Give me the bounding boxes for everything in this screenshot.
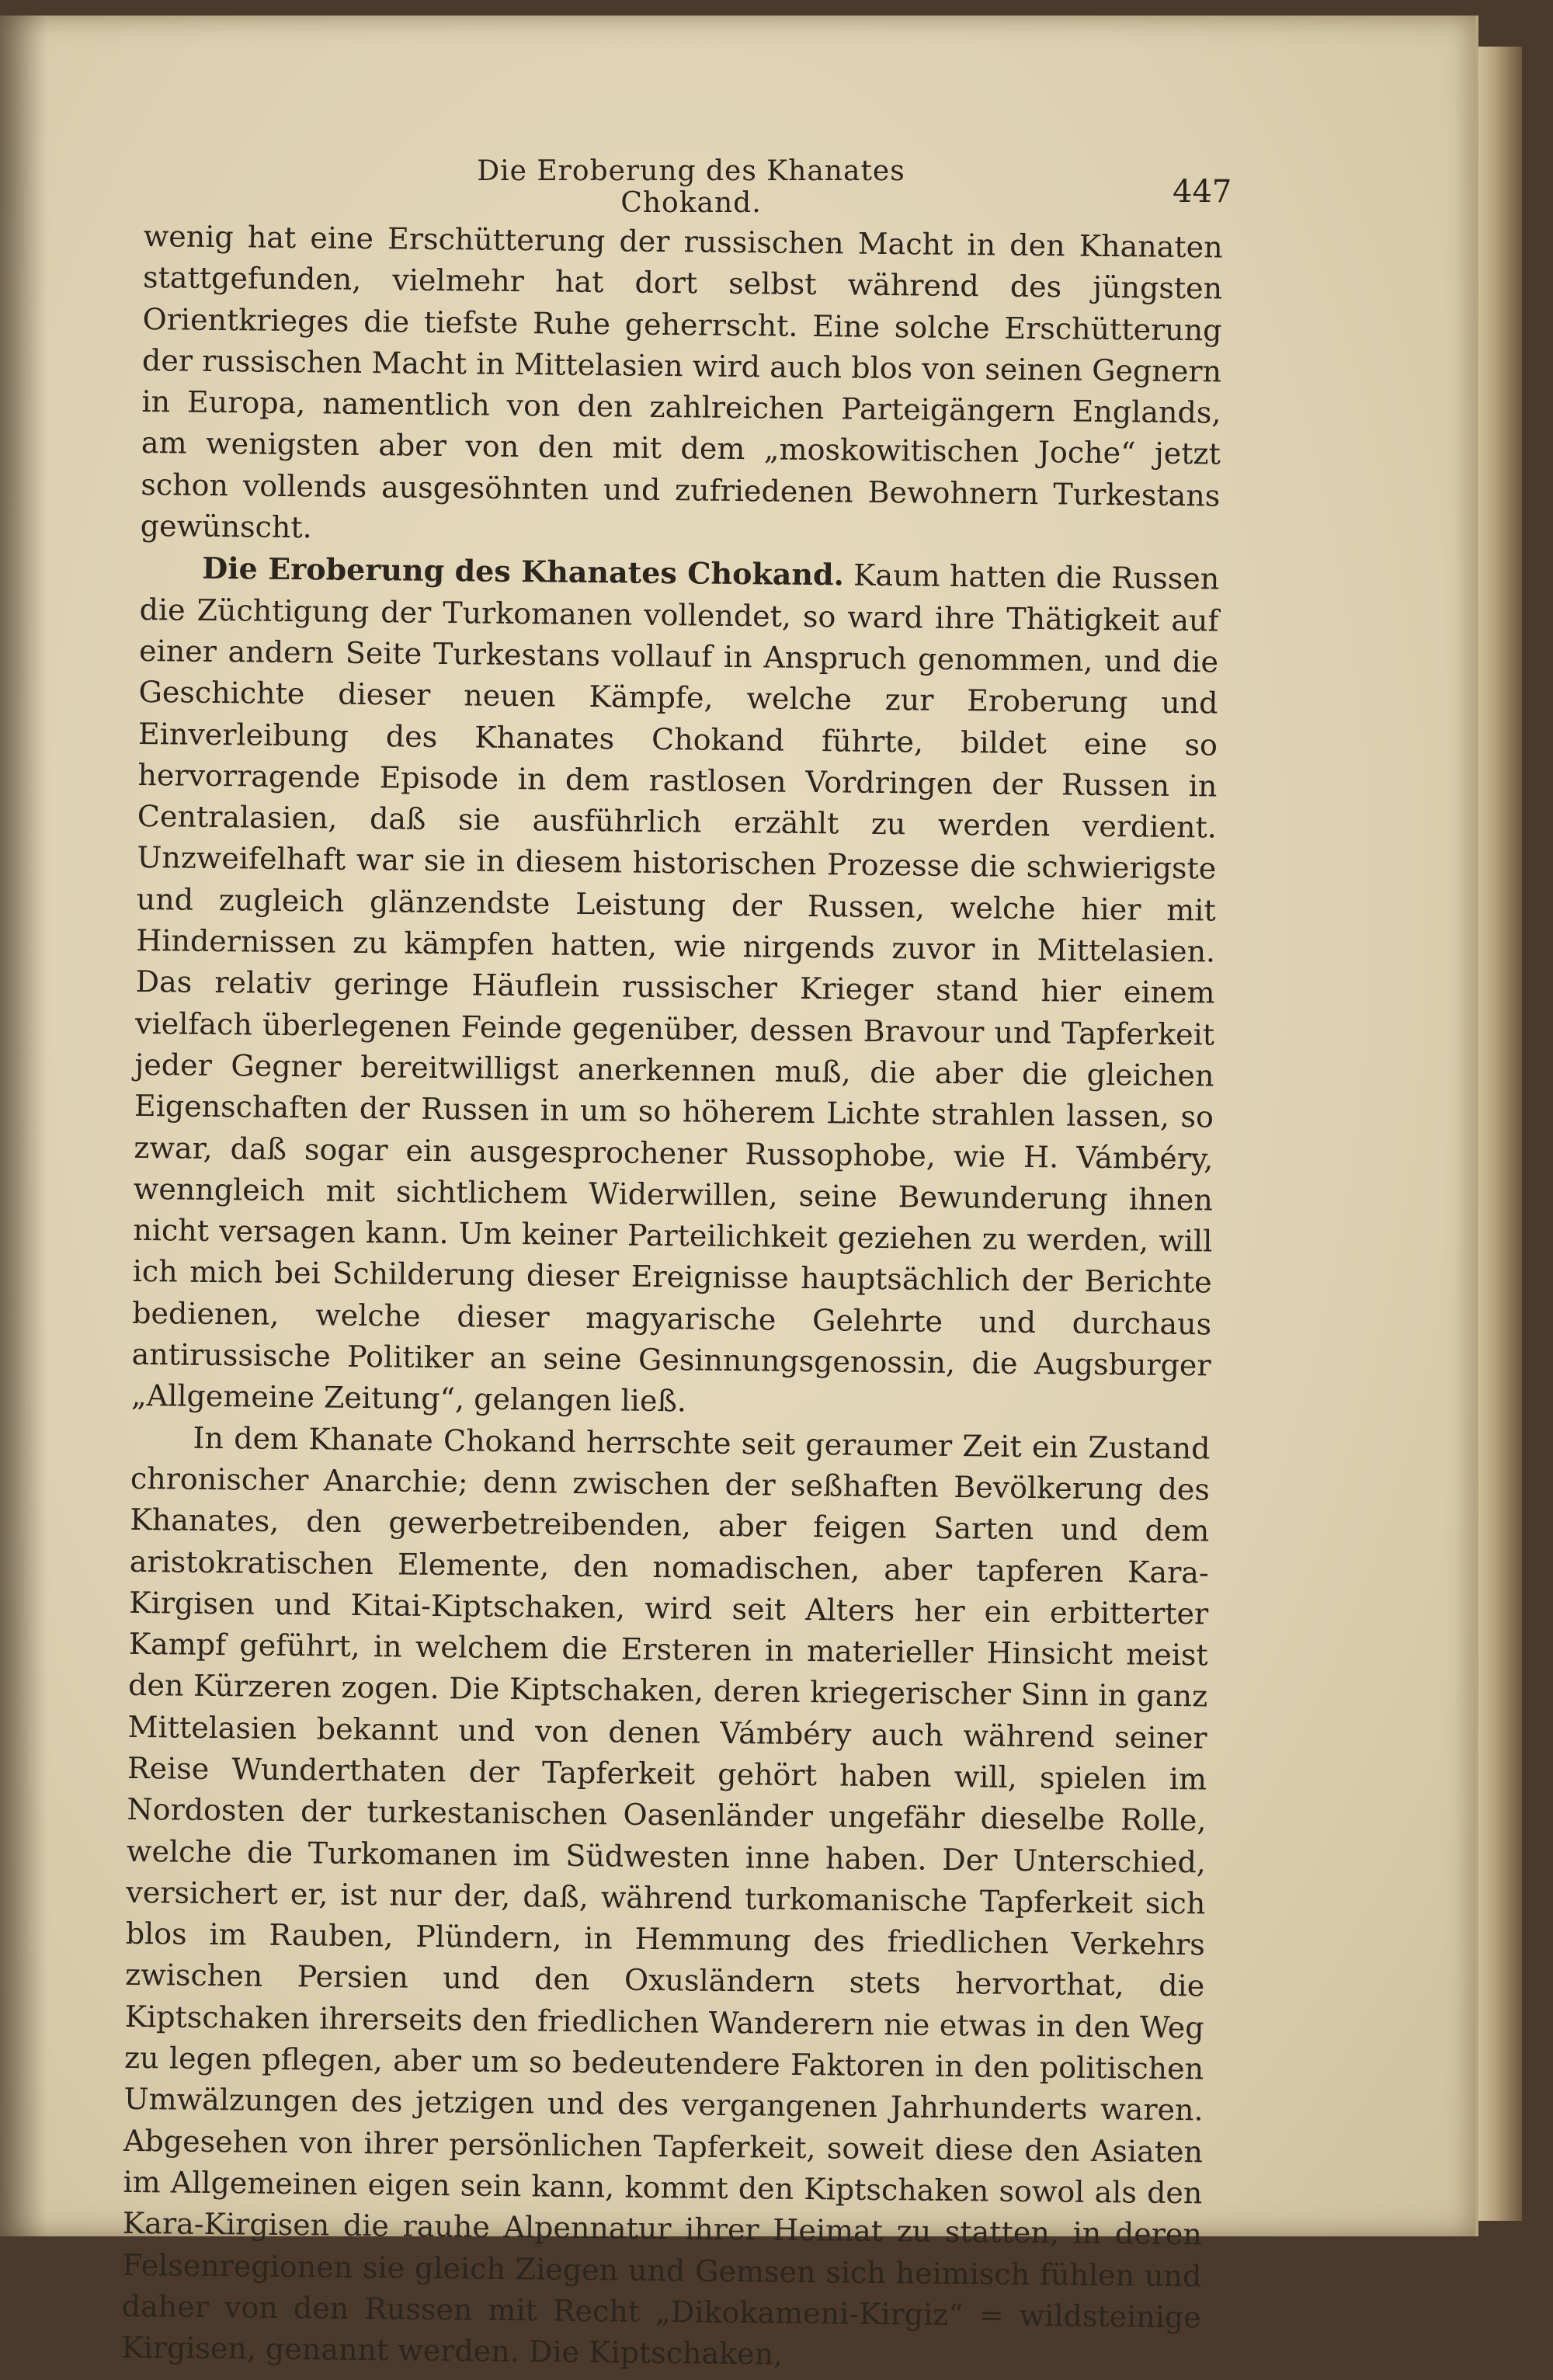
body-text bbox=[121, 216, 1223, 2380]
paragraph-1: wenig hat eine Erschütterung der russischen Macht in den Khanaten stattgefunden, vielmehr hat dort selbst während des jüngsten Orientkrieges die tiefste Ruhe geherrscht. Eine solche Erschütterung der russischen Macht in Mittelasien wird auch blos von seinen Gegnern in Europa, namentlich von den zahlreichen Parteigängern Englands, am wenigsten aber von den mit dem „moskowitischen Joche“ jetzt schon vollends ausgesöhnten und zufriedenen Bewohnern Turkestans gewünscht. bbox=[140, 218, 1223, 545]
page-number: 447 bbox=[1173, 174, 1232, 210]
running-head: Die Eroberung des Khanates Chokand. bbox=[477, 155, 905, 219]
section-heading: Die Eroberung des Khanates Chokand. bbox=[202, 551, 845, 592]
paragraph-2-body: Kaum hatten die Russen die Züchtigung der Turkomanen vollendet, so ward ihre Thätigkeit auf einer andern Seite Turkestans vollauf in Anspruch genommen, und die Geschichte dieser neuen Kämpfe, welche zur Eroberung und Einverleibung des Khanates Chokand führte, bildet eine so hervorragende Episode in dem rastlosen Vordringen der Russen in Centralasien, daß sie ausführlich erzählt zu werden verdient. Unzweifelhaft war sie in diesem historischen Prozesse die schwierigste und zugleich glänzendste Leistung der Russen, welche hier mit Hindernissen zu kämpfen hatten, wie nirgends zuvor in Mittelasien. Das relativ geringe Häuflein russischer Krieger stand hier einem vielfach überlegenen Feinde gegenüber, dessen Bravour und Tapferkeit jeder Gegner bereitwilligst anerkennen muß, die aber die gleichen Eigenschaften der Russen in um so höherem Lichte strahlen lassen, so zwar, daß sogar ein ausgesprochener Russophobe, wie H. Vámbéry, wenngleich mit sichtlichem Widerwillen, seine Bewunderung ihnen nicht versagen kann. Um keiner Parteilichkeit geziehen zu werden, will ich mich bei Schilderung dieser Ereignisse hauptsächlich der Berichte bedienen, welche dieser magyarische Gelehrte und durchaus antirussische Politiker an seine Gesinnungsgenossin, die Augsburger „Allgemeine Zeitung“, gelangen ließ. bbox=[130, 558, 1220, 1419]
paragraph-3: In dem Khanate Chokand herrschte seit geraumer Zeit ein Zustand chronischer Anarchie; denn zwischen der seßhaften Bevölkerung des Khanates, den gewerbetreibenden, aber feigen Sarten und dem aristokratischen Elemente, den nomadischen, aber tapferen Kara-Kirgisen und Kitai-Kiptschaken, wird seit Alters her ein erbitterter Kampf geführt, in welchem die Ersteren in materieller Hinsicht meist den Kürzeren zogen. Die Kiptschaken, deren kriegerischer Sinn in ganz Mittelasien bekannt und von denen Vámbéry auch während seiner Reise Wunderthaten der Tapferkeit gehört haben will, spielen im Nordosten der turkestanischen Oasenländer ungefähr dieselbe Rolle, welche die Turkomanen im Südwesten inne haben. Der Unterschied, versichert er, ist nur der, daß, während turkomanische Tapferkeit sich blos im Rauben, Plündern, in Hemmung des friedlichen Verkehrs zwischen Persien und den Oxusländern stets hervorthat, die Kiptschaken ihrerseits den friedlichen Wanderern nie etwas in den Weg zu legen pflegen, aber um so bedeutendere Faktoren in den politischen Umwälzungen des jetzigen und des vergangenen Jahrhunderts waren. Abgesehen von ihrer persönlichen Tapferkeit, soweit diese den Asiaten im Allgemeinen eigen sein kann, kommt den Kiptschaken sowol als den Kara-Kirgisen die rauhe Alpennatur ihrer Heimat zu statten, in deren Felsenregionen sie gleich Ziegen und Gemsen sich heimisch fühlen und daher von den Russen mit Recht „Dikokameni-Kirgiz“ = wildsteinige Kirgisen, genannt werden. Die Kiptschaken, bbox=[121, 1420, 1211, 2371]
paragraph-2 bbox=[131, 547, 1220, 1428]
spine-shadow bbox=[0, 16, 47, 2236]
